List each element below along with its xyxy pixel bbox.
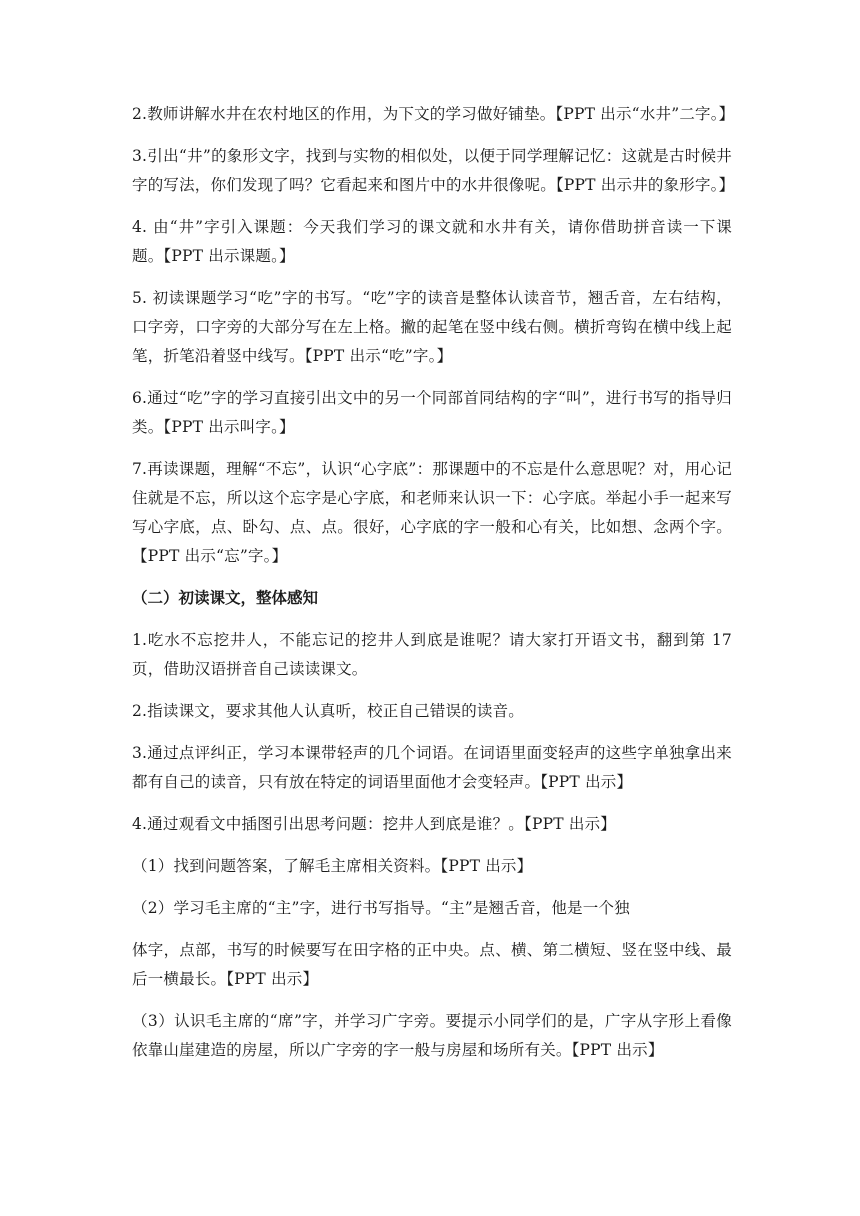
paragraph-3-pictograph: 3.引出“井”的象形文字，找到与实物的相似处，以便于同学理解记忆：这就是古时候井字的写法，你们发现了吗？它看起来和图片中的水井很像呢。【PPT 出示井的象形字。】 [132, 147, 735, 194]
paragraph-6-jiao-character: 6.通过“吃”字的学习直接引出文中的另一个同部首同结构的字“叫”，进行书写的指导归类。【PPT 出示叫字。】 [132, 389, 732, 436]
paragraph-5-chi-character: 5. 初读课题学习“吃”字的书写。“吃”字的读音是整体认读音节，翘舌音，左右结构，口字旁，口字旁的大部分写在左上格。撇的起笔在竖中线右侧。横折弯钩在横中线上起笔，折笔沿着竖中线写。【PPT 出示“吃”字。】 [132, 289, 732, 365]
document-page [132, 100, 735, 1078]
paragraph-sub-2-continued: 体字，点部，书写的时候要写在田字格的正中央。点、横、第二横短、竖在竖中线、最后一横最长。【PPT 出示】 [132, 941, 732, 988]
paragraph-reading-1: 1.吃水不忘挖井人，不能忘记的挖井人到底是谁呢？请大家打开语文书，翻到第 17 页，借助汉语拼音自己读读课文。 [132, 631, 732, 678]
paragraph-7-wang-character: 7.再读课题，理解“不忘”，认识“心字底”：那课题中的不忘是什么意思呢？对，用心记住就是不忘，所以这个忘字是心字底，和老师来认识一下：心字底。举起小手一起来写写心字底，点、卧勾、点、点。很好，心字底的字一般和心有关，比如想、念两个字。【PPT 出示“忘”字。】 [132, 460, 732, 565]
paragraph-2-water-well: 2.教师讲解水井在农村地区的作用，为下文的学习做好铺垫。【PPT 出示“水井”二字。】 [132, 105, 735, 123]
paragraph-reading-2: 2.指读课文，要求其他人认真听，校正自己错误的读音。 [132, 702, 524, 720]
paragraph-sub-1: （1）找到问题答案，了解毛主席相关资料。【PPT 出示】 [132, 857, 533, 875]
paragraph-reading-4: 4.通过观看文中插图引出思考问题：挖井人到底是谁？。【PPT 出示】 [132, 815, 616, 833]
paragraph-reading-3: 3.通过点评纠正，学习本课带轻声的几个词语。在词语里面变轻声的这些字单独拿出来都有自己的读音，只有放在特定的词语里面他才会变轻声。【PPT 出示】 [132, 744, 732, 791]
paragraph-4-lesson-title: 4. 由“井”字引入课题：今天我们学习的课文就和水井有关，请你借助拼音读一下课题。【PPT 出示课题。】 [132, 218, 732, 265]
section-heading: （二）初读课文，整体感知 [132, 589, 319, 607]
paragraph-sub-2: （2）学习毛主席的“主”字，进行书写指导。“主”是翘舌音，他是一个独 [132, 899, 630, 917]
paragraph-sub-3: （3）认识毛主席的“席”字，并学习广字旁。要提示小同学们的是，广字从字形上看像依靠山崖建造的房屋，所以广字旁的字一般与房屋和场所有关。【PPT 出示】 [132, 1012, 732, 1059]
